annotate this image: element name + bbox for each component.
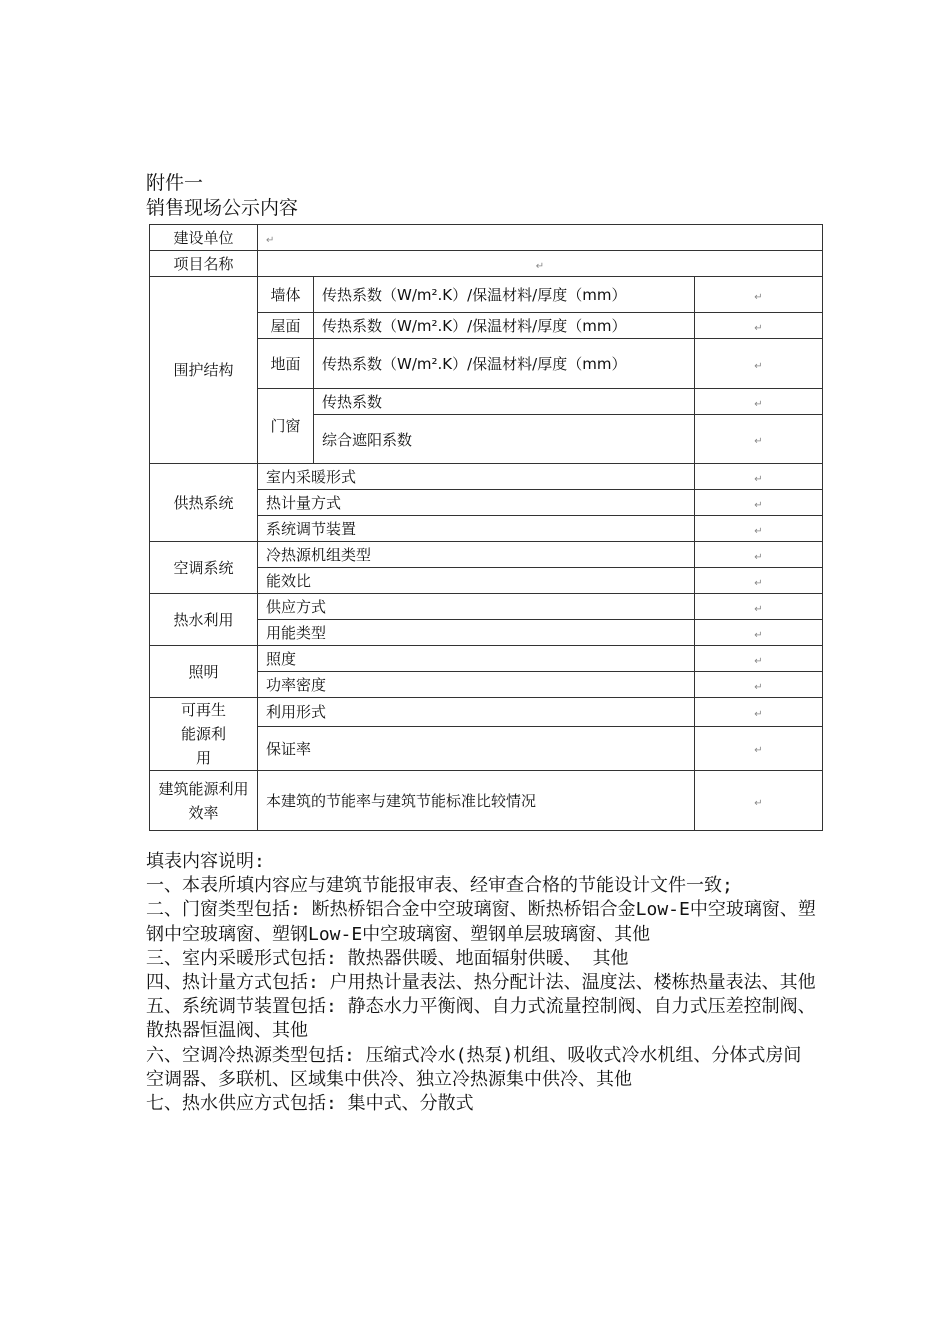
note-item: 二、门窗类型包括: 断热桥铝合金中空玻璃窗、断热桥铝合金Low-E中空玻璃窗、塑钢中空玻璃窗、塑钢Low-E中空玻璃窗、塑钢单层玻璃窗、其他 [146, 899, 816, 945]
wall-item: 传热系数（W/m².K）/保温材料/厚度（mm） [314, 277, 695, 313]
notes-section [146, 850, 818, 1116]
window-label: 门窗 [258, 389, 314, 464]
aircon-item: 冷热源机组类型 [258, 542, 695, 568]
ground-label: 地面 [258, 339, 314, 389]
envelope-label: 围护结构 [150, 277, 258, 464]
table-row [150, 594, 823, 620]
wall-label: 墙体 [258, 277, 314, 313]
value-cell: ↵ [695, 490, 823, 516]
table-row [150, 277, 823, 313]
builder-label: 建设单位 [150, 225, 258, 251]
note-item: 七、热水供应方式包括: 集中式、分散式 [146, 1093, 474, 1115]
hotwater-label: 热水利用 [150, 594, 258, 646]
roof-label: 屋面 [258, 313, 314, 339]
note-item: 四、热计量方式包括: 户用热计量表法、热分配计法、温度法、楼栋热量表法、其他 [146, 972, 816, 994]
note-item: 五、系统调节装置包括: 静态水力平衡阀、自力式流量控制阀、自力式压差控制阀、散热器恒温阀、其他 [146, 996, 816, 1042]
value-cell: ↵ [695, 516, 823, 542]
value-cell: ↵ [695, 389, 823, 415]
value-cell: ↵ [695, 620, 823, 646]
heating-label: 供热系统 [150, 464, 258, 542]
value-cell: ↵ [695, 726, 823, 770]
table-row [150, 542, 823, 568]
document-title: 销售现场公示内容 [146, 197, 299, 219]
value-cell: ↵ [695, 594, 823, 620]
value-cell: ↵ [695, 771, 823, 831]
table-row [150, 464, 823, 490]
efficiency-item: 本建筑的节能率与建筑节能标准比较情况 [258, 771, 695, 831]
value-cell: ↵ [695, 542, 823, 568]
table-row [150, 698, 823, 727]
aircon-label: 空调系统 [150, 542, 258, 594]
value-cell: ↵ [695, 277, 823, 313]
efficiency-label: 建筑能源利用效率 [150, 771, 258, 831]
lighting-label: 照明 [150, 646, 258, 698]
renewable-item: 利用形式 [258, 698, 695, 727]
heating-item: 系统调节装置 [258, 516, 695, 542]
window-item-shading: 综合遮阳系数 [314, 415, 695, 464]
builder-value: ↵ [258, 225, 823, 251]
aircon-item: 能效比 [258, 568, 695, 594]
value-cell: ↵ [695, 339, 823, 389]
disclosure-table [149, 224, 823, 831]
note-item: 六、空调冷热源类型包括: 压缩式冷水(热泵)机组、吸收式冷水机组、分体式房间空调器、多联机、区域集中供冷、独立冷热源集中供冷、其他 [146, 1044, 802, 1090]
table-row [150, 771, 823, 831]
heating-item: 室内采暖形式 [258, 464, 695, 490]
table-row [150, 225, 823, 251]
window-item-u: 传热系数 [314, 389, 695, 415]
ground-item: 传热系数（W/m².K）/保温材料/厚度（mm） [314, 339, 695, 389]
hotwater-item: 供应方式 [258, 594, 695, 620]
lighting-item: 照度 [258, 646, 695, 672]
attachment-label: 附件一 [146, 172, 204, 194]
value-cell: ↵ [695, 698, 823, 727]
value-cell: ↵ [695, 672, 823, 698]
value-cell: ↵ [695, 646, 823, 672]
value-cell: ↵ [695, 313, 823, 339]
table-row [150, 251, 823, 277]
project-label: 项目名称 [150, 251, 258, 277]
notes-heading: 填表内容说明: [146, 851, 265, 872]
value-cell: ↵ [695, 568, 823, 594]
roof-item: 传热系数（W/m².K）/保温材料/厚度（mm） [314, 313, 695, 339]
table-row [150, 646, 823, 672]
note-item: 三、室内采暖形式包括: 散热器供暖、地面辐射供暖、 其他 [146, 947, 629, 969]
value-cell: ↵ [695, 464, 823, 490]
project-value: ↵ [258, 251, 823, 277]
note-item: 一、本表所填内容应与建筑节能报审表、经审查合格的节能设计文件一致; [146, 875, 733, 897]
value-cell: ↵ [695, 415, 823, 464]
lighting-item: 功率密度 [258, 672, 695, 698]
renewable-item: 保证率 [258, 726, 695, 770]
hotwater-item: 用能类型 [258, 620, 695, 646]
heating-item: 热计量方式 [258, 490, 695, 516]
renewable-label: 可再生能源利用 [150, 698, 258, 771]
